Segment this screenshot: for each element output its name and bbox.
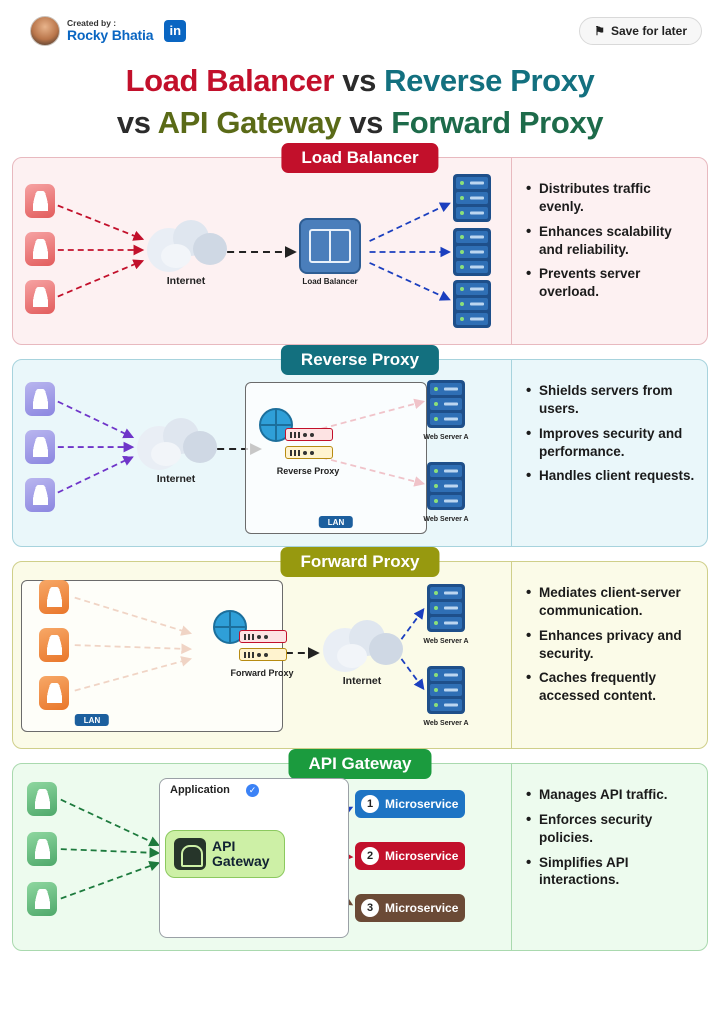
forward-proxy-device-label: Forward Proxy — [230, 668, 294, 679]
web-server-label: Web Server A — [423, 434, 469, 442]
arrow-layer — [13, 158, 511, 344]
panel-load-balancer-diagram — [13, 158, 511, 344]
microservice-number: 3 — [361, 899, 379, 917]
panel-load-balancer — [12, 148, 708, 345]
proxy-strip-red — [239, 630, 287, 643]
web-server — [423, 380, 469, 442]
title-load-balancer: Load Balancer — [125, 63, 335, 98]
panel-forward-proxy — [12, 552, 708, 749]
title-api-gateway: API Gateway — [157, 104, 342, 140]
panel-reverse-proxy-diagram — [13, 360, 511, 546]
internet-label: Internet — [166, 275, 206, 288]
title-forward-proxy: Forward Proxy — [391, 104, 604, 140]
created-by-label: Created by : — [67, 18, 117, 29]
bullet-item: • Improves security and performance. — [526, 425, 695, 461]
panel-load-balancer-badge: Load Balancer — [281, 143, 438, 173]
client-user — [25, 382, 55, 416]
verified-check-icon: ✓ — [246, 784, 259, 797]
bookmark-icon: ⚑ — [594, 24, 605, 38]
panel-reverse-proxy-bullets — [511, 360, 707, 546]
lan-label: LAN — [319, 516, 353, 528]
client-user — [25, 232, 55, 266]
reverse-proxy-device-label: Reverse Proxy — [276, 466, 340, 477]
lan-boundary — [245, 382, 427, 534]
top-bar — [0, 0, 720, 54]
panel-reverse-proxy-badge: Reverse Proxy — [281, 345, 439, 375]
panel-forward-proxy-badge: Forward Proxy — [280, 547, 439, 577]
author-name: Rocky Bhatia — [67, 27, 154, 44]
title-vs-2: vs — [116, 104, 158, 140]
client-user — [25, 478, 55, 512]
backend-server — [453, 228, 491, 276]
panel-api-gateway — [12, 754, 708, 951]
microservice-number: 2 — [361, 847, 379, 865]
save-for-later-button[interactable] — [579, 17, 702, 45]
bullet-item: • Enhances scalability and reliability. — [526, 223, 695, 259]
proxy-strip-red — [285, 428, 333, 441]
client-user — [25, 280, 55, 314]
web-server — [423, 462, 469, 524]
web-server-label: Web Server A — [423, 516, 469, 524]
bullet-item: • Simplifies API interactions. — [526, 854, 695, 890]
client-user — [39, 628, 69, 662]
load-balancer-icon — [309, 229, 351, 263]
title-reverse-proxy: Reverse Proxy — [384, 63, 595, 98]
bullet-item: • Mediates client-server communication. — [526, 584, 695, 620]
client-user — [27, 832, 57, 866]
proxy-strip-yellow — [239, 648, 287, 661]
client-user — [39, 580, 69, 614]
bullet-item: • Prevents server overload. — [526, 265, 695, 301]
panel-api-gateway-bullets — [511, 764, 707, 950]
avatar — [30, 16, 60, 46]
microservice-label: Microservice — [385, 849, 459, 864]
page-title — [0, 54, 720, 157]
internet-cloud — [133, 418, 219, 486]
web-server — [423, 584, 469, 646]
microservice-item — [355, 790, 465, 818]
client-user — [25, 430, 55, 464]
backend-server — [453, 174, 491, 222]
microservice-number: 1 — [361, 795, 379, 813]
internet-label: Internet — [156, 473, 196, 486]
panel-reverse-proxy — [12, 350, 708, 547]
title-vs-3: vs — [341, 104, 392, 140]
microservice-label: Microservice — [385, 797, 459, 812]
panel-forward-proxy-diagram — [13, 562, 511, 748]
panel-load-balancer-bullets — [511, 158, 707, 344]
bullet-item: • Manages API traffic. — [526, 786, 695, 804]
bullet-item: • Caches frequently accessed content. — [526, 669, 695, 705]
client-user — [25, 184, 55, 218]
internet-label: Internet — [342, 675, 382, 688]
load-balancer-device — [299, 218, 361, 287]
bullet-item: • Enforces security policies. — [526, 811, 695, 847]
api-gateway-device-label: API Gateway — [212, 838, 270, 870]
internet-cloud — [143, 220, 229, 288]
client-user — [27, 782, 57, 816]
microservice-item — [355, 894, 465, 922]
proxy-strip-yellow — [285, 446, 333, 459]
panel-api-gateway-badge: API Gateway — [289, 749, 432, 779]
save-for-later-label: Save for later — [610, 24, 687, 38]
client-user — [39, 676, 69, 710]
microservice-item — [355, 842, 465, 870]
panel-forward-proxy-bullets — [511, 562, 707, 748]
linkedin-icon[interactable]: in — [164, 20, 186, 42]
gateway-icon — [174, 838, 206, 870]
web-server-label: Web Server A — [423, 638, 469, 646]
bullet-item: • Handles client requests. — [526, 467, 695, 485]
lan-label: LAN — [75, 714, 109, 726]
client-user — [27, 882, 57, 916]
bullet-item: • Enhances privacy and security. — [526, 627, 695, 663]
author-block — [30, 16, 186, 46]
backend-server — [453, 280, 491, 328]
application-label: Application — [170, 784, 230, 797]
web-server-label: Web Server A — [423, 720, 469, 728]
bullet-item: • Distributes traffic evenly. — [526, 180, 695, 216]
load-balancer-device-label: Load Balancer — [302, 277, 358, 287]
panel-api-gateway-diagram — [13, 764, 511, 950]
api-gateway-device — [165, 830, 285, 878]
microservice-label: Microservice — [385, 901, 459, 916]
web-server — [423, 666, 469, 728]
internet-cloud — [319, 620, 405, 688]
bullet-item: • Shields servers from users. — [526, 382, 695, 418]
title-vs-1: vs — [334, 63, 385, 98]
